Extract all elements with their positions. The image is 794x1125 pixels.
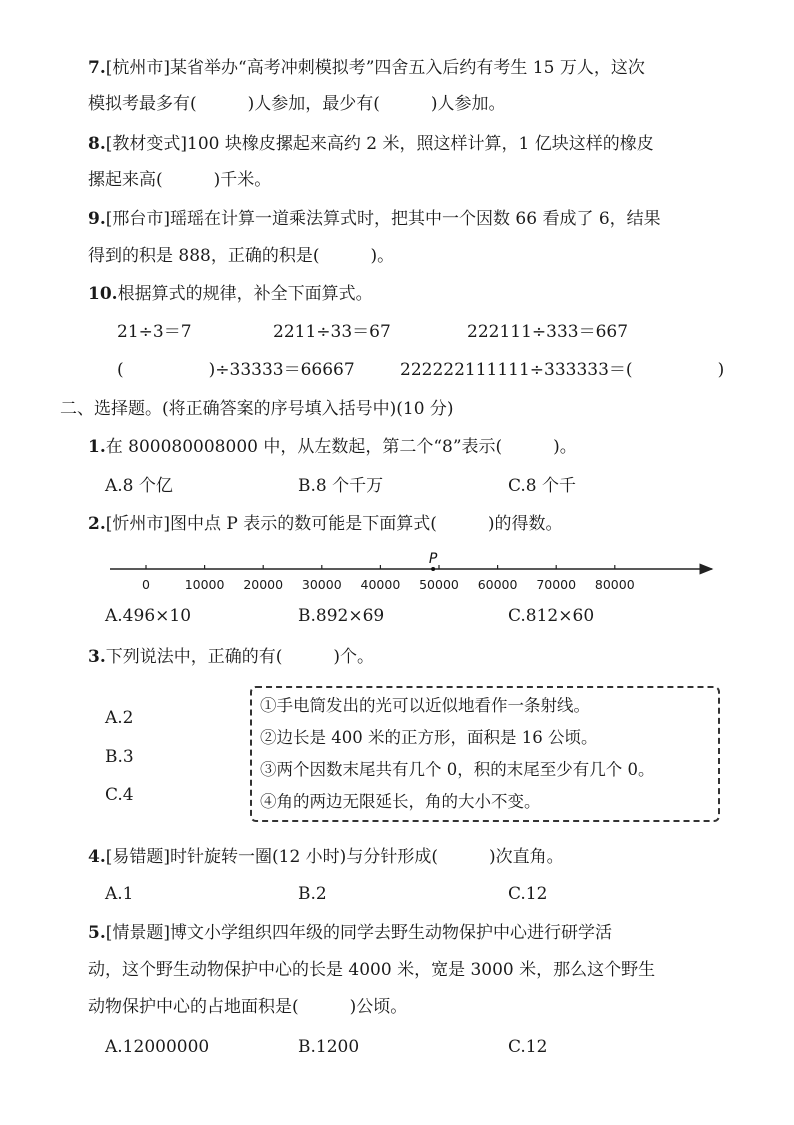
s2-q1-text: 在 800080008000 中，从左数起，第二个“8”表示( )。 xyxy=(105,437,577,457)
s2-q4-option-a: A.1 xyxy=(105,884,134,904)
s2-q2-option-c: C.812×60 xyxy=(508,606,595,626)
q8-text-1: [教材变式]100 块橡皮摞起来高约 2 米，照这样计算，1 亿块这样的橡皮 xyxy=(105,134,654,154)
tick-label: 0 xyxy=(142,577,150,592)
q8-line1 xyxy=(88,132,654,156)
statements-box xyxy=(250,686,720,822)
s2-q3-number: 3. xyxy=(88,647,106,667)
q9-line2: 得到的积是 888，正确的积是( )。 xyxy=(88,246,395,266)
q10-eq-3: 222111÷333＝667 xyxy=(467,322,629,342)
q10-eq-1: 21÷3＝7 xyxy=(117,322,192,342)
s2-q5-option-b: B.1200 xyxy=(298,1037,360,1057)
s2-q4-number: 4. xyxy=(88,847,106,867)
q9-text-1: [邢台市]瑶瑶在计算一道乘法算式时，把其中一个因数 66 看成了 6，结果 xyxy=(105,209,661,229)
s2-q5-option-a: A.12000000 xyxy=(105,1037,210,1057)
s2-q5-number: 5. xyxy=(88,923,106,943)
q8-line2: 摞起来高( )千米。 xyxy=(88,170,272,190)
s2-q3-line xyxy=(88,645,374,669)
q8-number: 8. xyxy=(88,134,106,154)
q10-eq-5: 222222111111÷333333＝( ) xyxy=(400,360,725,380)
s2-q1-number: 1. xyxy=(88,437,106,457)
s2-q5-text-1: [情景题]博文小学组织四年级的同学去野生动物保护中心进行研学活 xyxy=(105,923,613,943)
q10-text: 根据算式的规律，补全下面算式。 xyxy=(117,284,373,304)
s2-q2-line xyxy=(88,512,563,536)
s2-q2-option-b: B.892×69 xyxy=(298,606,385,626)
s2-q5-line2: 动，这个野生动物保护中心的长是 4000 米，宽是 3000 米，那么这个野生 xyxy=(88,960,656,980)
q9-line1 xyxy=(88,207,661,231)
statement-3: ③两个因数末尾共有几个 0，积的末尾至少有几个 0。 xyxy=(260,760,655,779)
s2-q5-option-c: C.12 xyxy=(508,1037,548,1057)
s2-q3-option-a: A.2 xyxy=(105,708,134,728)
q10-number: 10. xyxy=(88,284,118,304)
point-p-marker xyxy=(431,567,435,571)
q7-line2: 模拟考最多有( )人参加，最少有( )人参加。 xyxy=(88,94,506,114)
s2-q3-option-c: C.4 xyxy=(105,785,134,805)
tick-label: 50000 xyxy=(419,577,459,592)
s2-q4-option-b: B.2 xyxy=(298,884,327,904)
s2-q3-text: 下列说法中，正确的有( )个。 xyxy=(105,647,375,667)
q10-eq-4: ( )÷33333＝66667 xyxy=(117,360,355,380)
statement-4: ④角的两边无限延长，角的大小不变。 xyxy=(260,792,541,811)
q7-number: 7. xyxy=(88,58,106,78)
tick-label: 20000 xyxy=(243,577,284,592)
s2-q1-option-b: B.8 个千万 xyxy=(298,476,384,496)
statement-1: ①手电筒发出的光可以近似地看作一条射线。 xyxy=(260,696,590,715)
point-p-label: P xyxy=(428,551,438,567)
statement-2: ②边长是 400 米的正方形，面积是 16 公顷。 xyxy=(260,728,598,747)
s2-q2-number: 2. xyxy=(88,514,106,534)
q9-number: 9. xyxy=(88,209,106,229)
number-line xyxy=(0,548,794,598)
s2-q4-text: [易错题]时针旋转一圈(12 小时)与分针形成( )次直角。 xyxy=(105,847,564,867)
tick-label: 70000 xyxy=(536,577,577,592)
tick-label: 30000 xyxy=(301,577,342,592)
section2-heading: 二、选择题。(将正确答案的序号填入括号中)(10 分) xyxy=(60,399,454,419)
q10-eq-2: 2211÷33＝67 xyxy=(273,322,391,342)
s2-q4-line xyxy=(88,845,564,869)
s2-q5-line1 xyxy=(88,921,612,945)
s2-q1-option-a: A.8 个亿 xyxy=(105,476,173,496)
q7-text-1: [杭州市]某省举办“高考冲刺模拟考”四舍五入后约有考生 15 万人，这次 xyxy=(105,58,645,78)
s2-q1-line xyxy=(88,435,577,459)
s2-q2-text: [忻州市]图中点 P 表示的数可能是下面算式( )的得数。 xyxy=(105,514,563,534)
s2-q3-option-b: B.3 xyxy=(105,747,134,767)
tick-label: 40000 xyxy=(360,577,401,592)
tick-label: 80000 xyxy=(594,577,635,592)
s2-q2-option-a: A.496×10 xyxy=(105,606,192,626)
s2-q1-option-c: C.8 个千 xyxy=(508,476,577,496)
tick-label: 10000 xyxy=(184,577,225,592)
q7-line1 xyxy=(88,56,645,80)
tick-label: 60000 xyxy=(477,577,518,592)
q10-line xyxy=(88,282,373,306)
s2-q5-line3: 动物保护中心的占地面积是( )公顷。 xyxy=(88,997,408,1017)
s2-q4-option-c: C.12 xyxy=(508,884,548,904)
